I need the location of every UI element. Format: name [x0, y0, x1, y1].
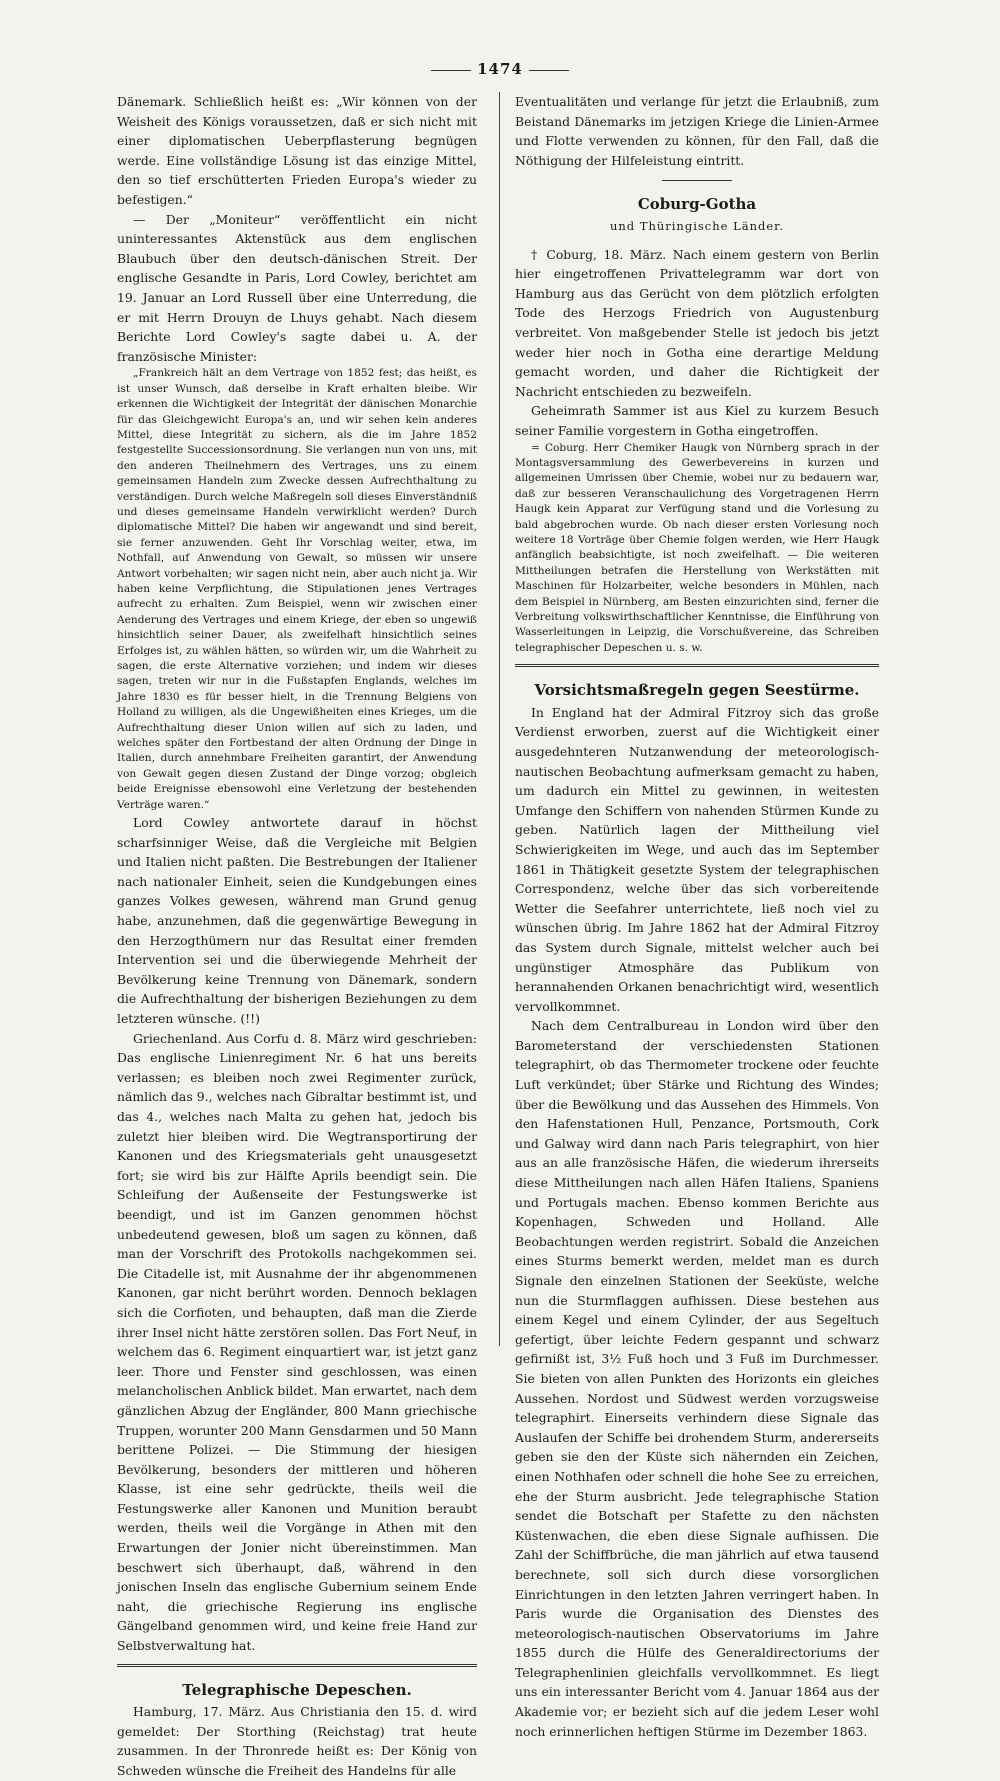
article-paragraph: Nach dem Centralbureau in London wird über den Barometerstand der verschiedensten Stationen telegraphirt, ob das Thermometer trockene oder feuchte Luft verkündet; über Stärke und Richtung des Windes; über die Bewölkung und das Aussehen des Himmels. Von den Hafenstationen Hull, Penzance, Portsmouth, Cork und Galway wird dann nach Paris telegraphirt, von hier aus an alle französische Häfen, die wiederum ihrerseits diese Mittheilungen nach allen Häfen Italiens, Spaniens und Portugals machen. Ebenso kommen Berichte aus Kopenhagen, Schweden und Holland. Alle Beobachtungen werden registrirt. Sobald die Anzeichen eines Sturms bemerkt werden, meldet man es durch Signale den einzelnen Stationen der Seeküste, welche nun die Sturmflaggen aufhissen. Diese bestehen aus einem Kegel und einem Cylinder, der aus Segeltuch gefertigt, über leichte Federn gespannt und schwarz gefirnißt ist, 3½ Fuß hoch und 3 Fuß im Durchmesser. Sie bieten von allen Punkten des Horizonts ein gleiches Aussehen. Nordost und Südwest werden vorzugsweise telegraphirt. Einerseits verhindern diese Signale das Auslaufen der Schiffe bei drohendem Sturm, andererseits geben sie den der Küste sich nähernden ein Zeichen, einen Nothhafen oder schnell die hohe See zu erreichen, ehe der Sturm ausbricht. Jede telegraphische Station sendet die Botschaft per Stafette zu den nächsten Küstenwachen, die eben diese Signale aufhissen. Die Zahl der Schiffbrüche, die man jährlich auf etwa tausend berechnete, soll sich durch diese vorsorglichen Einrichtungen in den letzten Jahren verringert haben. In Paris wurde die Organisation des Dienstes des meteorologisch-nautischen Observatoriums im Jahre 1855 durch die Hülfe des Generaldirectoriums der Telegraphenlinien gleichfalls vervollkommnet. Es liegt uns ein interessanter Bericht vom 4. Januar 1864 aus der Akademie vor; er bezieht sich auf die jedem Leser wohl noch erinnerlichen heftigen Stürme im Dezember 1863.: [515, 1018, 879, 1739]
article-paragraph-hamburg: Hamburg, 17. März. Aus Christiania den 15. d. wird gemeldet: Der Storthing (Reichstag) trat heute zusammen. In der Thronrede heißt es: Der König von Schweden wünsche die Freiheit des Handelns für alle: [117, 1704, 477, 1778]
section-divider: [662, 180, 732, 181]
section-divider: [117, 1664, 477, 1667]
article-paragraph: Geheimrath Sammer ist aus Kiel zu kurzem Besuch seiner Familie vorgestern in Gotha eingetroffen.: [515, 403, 879, 438]
section-divider: [515, 664, 879, 667]
article-paragraph: Lord Cowley antwortete darauf in höchst scharfsinniger Weise, daß die Vergleiche mit Belgien und Italien nicht paßten. Die Bestrebungen der Italiener nach nationaler Einheit, seien die Kundgebungen eines ganzes Volkes gewesen, während man Grund genug habe, anzunehmen, daß die gegenwärtige Bewegung in den Herzogthümern nur das Resultat einer fremden Intervention sei und die überwiegende Mehrheit der Bevölkerung keine Trennung von Dänemark, sondern die Aufrechthaltung der bisherigen Beziehungen zu dem letzteren wünsche. (!!): [117, 815, 477, 1027]
article-paragraph: Eventualitäten und verlange für jetzt die Erlaubniß, zum Beistand Dänemarks im jetzigen Kriege die Linien-Armee und Flotte verwenden zu können, für den Fall, daß die Nöthigung der Hilfeleistung eintritt.: [515, 94, 879, 168]
article-paragraph-small: = Coburg. Herr Chemiker Haugk von Nürnberg sprach in der Montagsversammlung des Gewerbevereins in kurzen und allgemeinen Umrissen über Chemie, wobei nur zu bedauern war, daß zur besseren Veranschaulichung des Vorgetragenen Herrn Haugk kein Apparat zur Verfügung stand und die Vorlesung zu bald abgebrochen wurde. Ob nach dieser ersten Vorlesung noch weitere 18 Vorträge über Chemie folgen werden, wie Herr Haugk anfänglich beabsichtigte, ist noch zweifelhaft. — Die weiteren Mittheilungen betrafen die Herstellung von Werkstätten mit Maschinen für Holzarbeiter, welche besonders in Mühlen, nach dem Beispiel in Nürnberg, am Besten einzurichten sind, ferner die Verbreitung volkswirthschaftlicher Kenntnisse, die Einführung von Wasserleitungen in Leipzig, die Vorschußvereine, das Schreiben telegraphischer Depeschen u. s. w.: [515, 441, 879, 654]
section-subheading-coburg: und Thüringische Länder.: [609, 218, 785, 233]
right-column: [515, 92, 879, 1741]
article-paragraph-coburg: † Coburg, 18. März. Nach einem gestern von Berlin hier eingetroffenen Privattelegramm war dort von Hamburg aus das Gerücht von dem plötzlich erfolgten Tode des Herzogs Friedrich von Augustenburg verbreitet. Von maßgebender Stelle ist jedoch bis jetzt weder hier noch in Gotha eine derartige Meldung gemacht worden, und daher die Richtigkeit der Nachricht entschieden zu bezweifeln.: [515, 246, 879, 399]
page-number: 1474: [0, 60, 1000, 78]
section-heading-storms: Vorsichtsmaßregeln gegen Seestürme.: [534, 681, 860, 700]
left-column: [117, 92, 477, 1781]
article-paragraph-greece: Griechenland. Aus Corfu d. 8. März wird geschrieben: Das englische Linienregiment Nr. 6 hat uns bereits verlassen; es bleiben noch zwei Regimenter zurück, nämlich das 9., welches nach Gibraltar bestimmt ist, und das 4., welches nach Malta zu gehen hat, jedoch bis zuletzt hier bleiben wird. Die Wegtransportirung der Kanonen und des Kriegsmaterials geht unausgesetzt fort; sie wird bis zur Hälfte Aprils beendigt sein. Die Schleifung der Außenseite der Festungswerke ist beendigt, und ist im Ganzen genommen höchst unbedeutend gewesen, bloß um sagen zu können, daß man der Vorschrift des Protokolls nachgekommen sei. Die Citadelle ist, mit Ausnahme der ihr abgenommenen Kanonen, gar nicht berührt worden. Dennoch beklagen sich die Corfioten, und behaupten, daß man die Zierde ihrer Insel nicht hätte zerstören sollen. Das Fort Neuf, in welchem das 6. Regiment einquartiert war, ist jetzt ganz leer. Thore und Fenster sind geschlossen, was einen melancholischen Anblick bildet. Man erwartet, nach dem gänzlichen Abzug der Engländer, 800 Mann griechische Truppen, worunter 200 Mann Gensdarmen und 50 Mann berittene Polizei. — Die Stimmung der hiesigen Bevölkerung, besonders der mittleren und höheren Klasse, ist eine sehr gedrückte, theils weil die Festungswerke aller Kanonen und Munition beraubt werden, theils weil die Vorgänge in Athen mit den Erwartungen der Jonier nicht übereinstimmen. Man beschwert sich überhaupt, daß, während in den jonischen Inseln das englische Gubernium seinem Ende naht, die griechische Regierung ins englische Gängelband genommen wird, und keine freie Hand zur Selbstverwaltung hat.: [117, 1030, 477, 1654]
section-heading-coburg: Coburg-Gotha: [637, 195, 757, 214]
quoted-dispatch: „Frankreich hält an dem Vertrage von 1852 fest; das heißt, es ist unser Wunsch, daß derselbe in Kraft erhalten bleibe. Wir erkennen die Wichtigkeit der Integrität der dänischen Monarchie für das Gleichgewicht Europa's an, und wir sehen kein anderes Mittel, diese Integrität zu sichern, als die im Jahre 1852 festgestellte Successionsordnung. Sie verlangen nun von uns, mit den anderen Theilnehmern des Vertrages, uns zu einem gemeinsamen Handeln zum Zwecke dessen Aufrechthaltung zu verständigen. Durch welche Maßregeln soll dieses Einverständniß und dieses gemeinsame Handeln verwirklicht werden? Durch diplomatische Mittel? Die haben wir angewandt und sind bereit, sie ferner anzuwenden. Geht Ihr Vorschlag weiter, etwa, im Nothfall, auf Anwendung von Gewalt, so müssen wir unsere Antwort vorbehalten; wir sagen nicht nein, aber auch nicht ja. Wir haben keine Verpflichtung, die Stipulationen jenes Vertrages aufrecht zu erhalten. Zum Beispiel, wenn wir zwischen einer Aenderung des Vertrages und einem Kriege, der eben so ungewiß hinsichtlich seiner Dauer, als zweifelhaft hinsichtlich seines Erfolges ist, zu wählen hätten, so würden wir, um die Wahrheit zu sagen, die erste Alternative vorziehen; und indem wir dieses sagen, treten wir nur in die Fußstapfen Englands, welches im Jahre 1830 es für besser hielt, in die Trennung Belgiens von Holland zu willigen, als die Ungewißheiten eines Krieges, um die Aufrechthaltung dieser Union willen auf sich zu laden, und welches später den Fortbestand der alten Ordnung der Dinge in Italien, durch annehmbare Freiheiten garantirt, der Anwendung von Gewalt gegen diesen Zustand der Dinge vorzog; obgleich beide Ereignisse ebensowohl eine Verletzung der bestehenden Verträge waren.“: [117, 367, 477, 811]
article-paragraph: In England hat der Admiral Fitzroy sich das große Verdienst erworben, zuerst auf die Wichtigkeit einer ausgedehnteren Nutzanwendung der meteorologisch-nautischen Beobachtung aufmerksam gemacht zu haben, um dadurch ein Mittel zu gewinnen, in weitesten Umfange den Schiffern von nahenden Stürmen Kunde zu geben. Natürlich lagen der Mittheilung viel Schwierigkeiten im Wege, und auch das im September 1861 in Thätigkeit gesetzte System der telegraphischen Correspondenz, welche über das sich vorbereitende Wetter die Seefahrer unterrichtete, ließ noch viel zu wünschen übrig. Im Jahre 1862 hat der Admiral Fitzroy das System durch Signale, mittelst welcher auch bei ungünstiger Atmosphäre das Publikum von herannahenden Orkanen benachrichtigt wird, wesentlich vervollkommnet.: [515, 704, 879, 1014]
article-paragraph: Dänemark. Schließlich heißt es: „Wir können von der Weisheit des Königs voraussetzen, daß er sich nicht mit einer diplomatischen Ueberpflasterung begnügen werde. Eine vollständige Lösung ist das einzige Mittel, den so tief erschütterten Frieden Europa's wieder zu befestigen.“: [117, 94, 477, 207]
section-heading-telegraph: Telegraphische Depeschen.: [182, 1680, 412, 1699]
column-rule: [499, 92, 500, 1346]
article-paragraph: — Der „Moniteur“ veröffentlicht ein nicht uninteressantes Aktenstück aus dem englischen Blaubuch über den deutsch-dänischen Streit. Der englische Gesandte in Paris, Lord Cowley, berichtet am 19. Januar an Lord Russell über eine Unterredung, die er mit Herrn Drouyn de Lhuys gehabt. Nach diesem Berichte Lord Cowley's sagte dabei u. A. der französische Minister:: [117, 211, 477, 364]
